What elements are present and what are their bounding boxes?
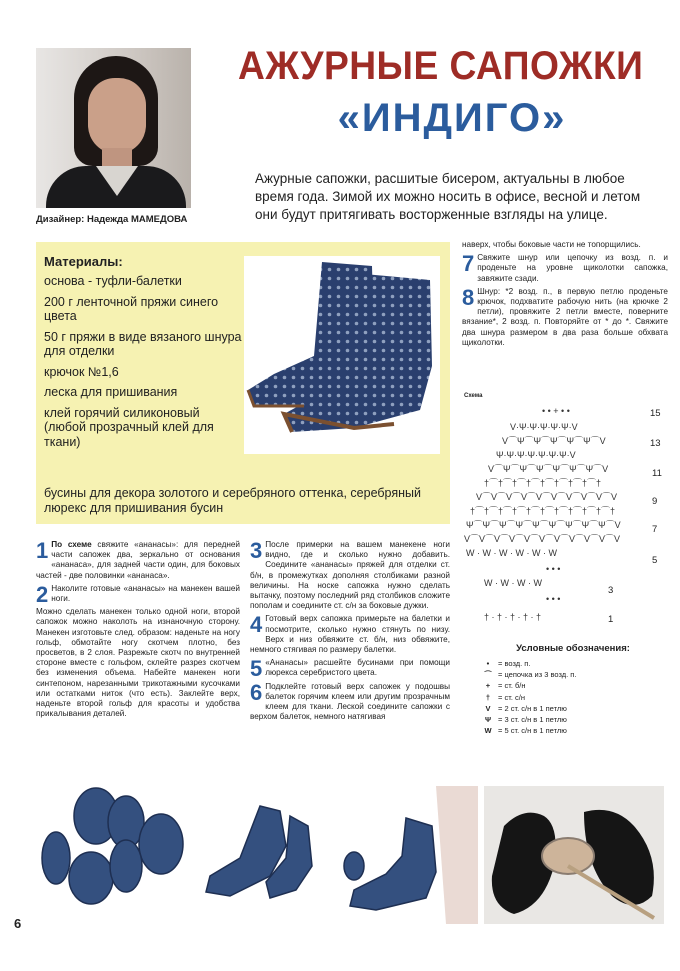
- svg-text:V⌒V⌒V⌒V⌒V⌒V⌒V⌒V⌒V⌒V⌒V: V⌒V⌒V⌒V⌒V⌒V⌒V⌒V⌒V⌒V⌒V: [464, 534, 621, 544]
- step-text: свяжите «ананасы»: для передней части сапожек два, зеркально от основания «ананаса», для задней части один, для боковых частей - две половинки «ананаса».: [36, 540, 240, 580]
- svg-text:†⌒†⌒†⌒†⌒†⌒†⌒†⌒†⌒†: †⌒†⌒†⌒†⌒†⌒†⌒†⌒†⌒†: [484, 478, 602, 488]
- svg-text:V⌒V⌒V⌒V⌒V⌒V⌒V⌒V⌒V⌒V: V⌒V⌒V⌒V⌒V⌒V⌒V⌒V⌒V⌒V: [476, 492, 618, 502]
- step-4: [250, 614, 450, 655]
- step-5: [250, 656, 450, 682]
- instructions-column-right: [462, 240, 668, 351]
- scheme-row-number: 15: [650, 408, 661, 419]
- svg-text:V⌒Ψ⌒Ψ⌒Ψ⌒Ψ⌒Ψ⌒V: V⌒Ψ⌒Ψ⌒Ψ⌒Ψ⌒Ψ⌒V: [502, 436, 606, 446]
- designer-photo: [36, 48, 191, 208]
- scheme-row-number: 3: [608, 585, 614, 596]
- process-photo-boot-form: [336, 786, 478, 924]
- legend-text: = 5 ст. с/н в 1 петлю: [498, 726, 567, 736]
- legend-row: [478, 703, 668, 714]
- legend: [478, 643, 668, 736]
- step-2: [36, 581, 240, 607]
- svg-text:Ψ⌒Ψ⌒Ψ⌒Ψ⌒Ψ⌒Ψ⌒Ψ⌒Ψ⌒Ψ⌒V: Ψ⌒Ψ⌒Ψ⌒Ψ⌒Ψ⌒Ψ⌒Ψ⌒Ψ⌒Ψ⌒V: [466, 520, 621, 530]
- materials-item: 50 г пряжи в виде вязаного шнура для отделки: [44, 329, 242, 358]
- scheme-row-number: 7: [652, 524, 658, 535]
- scheme-row-number: 5: [652, 555, 658, 566]
- step-number: 2: [36, 581, 49, 607]
- materials-item-beads: бусины для декора золотого и серебряного оттенка, серебряный люрекс для пришивания бусин: [44, 486, 422, 515]
- process-photo-assembly: [200, 786, 332, 924]
- step-1: [36, 540, 240, 581]
- legend-text: = ст. с/н: [498, 692, 525, 702]
- step-text: Подклейте готовый верх сапожек у подошвы балеток горячим клеем или другим прозрачным клеем для ткани. Леской соедините сапожки с верхом балеток, немного натягивая: [250, 681, 450, 722]
- instructions-column-middle: [250, 540, 450, 725]
- legend-heading: Условные обозначения:: [516, 643, 630, 654]
- step-text: Готовый верх сапожка примерьте на балетки и посмотрите, сколько нужно стянуть по низу. Верх и низ обвяжите ст. б/н, низ обвяжите, немного стягивая по размеру балетки.: [250, 614, 450, 655]
- step-2-details: Можно сделать манекен только одной ноги, второй сапожок можно наколоть на изнаночную сторону. Манекен изготовьте след. образом: наденьте на ногу гольф, обмотайте ногу скотчем плотно, без просветов, в 2 слоя. Разрежьте скотч по внутренней стороне вместе с гольфом, склейте разрез скотчем без изменения объема. Набейте манекен ноги синтепоном, нарезанными трикотажными кусочками или остатками ниток (что есть). Заклейте верх, наденьте второй гольф для красоты и удобства прикалывания деталей.: [36, 607, 240, 719]
- materials-item: крючок №1,6: [44, 364, 119, 379]
- svg-text:• • + • •: • • + • •: [542, 406, 570, 416]
- title-line-1: АЖУРНЫЕ САПОЖКИ: [238, 44, 644, 88]
- svg-text:Ψ·Ψ·Ψ·Ψ·Ψ·Ψ·Ψ·V: Ψ·Ψ·Ψ·Ψ·Ψ·Ψ·Ψ·V: [496, 450, 576, 460]
- step-6-continued: наверх, чтобы боковые части не топорщились.: [462, 240, 641, 249]
- legend-symbol: •: [486, 659, 490, 668]
- legend-text: = 2 ст. с/н в 1 петлю: [498, 703, 567, 713]
- legend-symbol: W: [484, 726, 492, 736]
- legend-text: = 3 ст. с/н в 1 петлю: [498, 715, 567, 725]
- legend-text: = возд. п.: [498, 659, 531, 668]
- materials-heading: Материалы:: [44, 254, 123, 269]
- svg-text:V·Ψ·Ψ·Ψ·Ψ·Ψ·V: V·Ψ·Ψ·Ψ·Ψ·Ψ·V: [510, 422, 578, 432]
- legend-symbol: Ψ: [484, 715, 492, 725]
- instructions-column-left: [36, 540, 240, 722]
- materials-item: клей горячий силиконовый (любой прозрачный клей для ткани): [44, 405, 214, 449]
- legend-row: [478, 714, 668, 725]
- boots-photo: [244, 256, 440, 454]
- scheme-row-number: 9: [652, 496, 658, 507]
- step-text: Шнур: *2 возд. п., в первую петлю проденьте крючок, подхватите рабочую нить (на крючке 2 петли), провяжите 2 петли вместе, поверните вязание*, 2 возд. п. Повторяйте от * до *. Свяжите два шнура размером в два раза больше обхвата щиколотки.: [462, 286, 668, 347]
- crochet-diagram: [462, 400, 668, 632]
- legend-symbol: ⌒: [484, 670, 492, 680]
- step-text: Наколите готовые «ананасы» на манекен вашей ноги.: [51, 583, 240, 604]
- legend-row: [478, 680, 668, 691]
- step-lead: По схеме: [51, 540, 92, 549]
- step-number: 1: [36, 538, 49, 563]
- legend-row: [478, 692, 668, 703]
- svg-text:V⌒Ψ⌒Ψ⌒Ψ⌒Ψ⌒Ψ⌒Ψ⌒V: V⌒Ψ⌒Ψ⌒Ψ⌒Ψ⌒Ψ⌒Ψ⌒V: [488, 464, 609, 474]
- legend-row: [478, 658, 668, 669]
- step-number: 3: [250, 538, 263, 563]
- step-number: 7: [462, 251, 475, 277]
- step-8: [462, 284, 668, 348]
- step-3: [250, 540, 450, 611]
- materials-item: основа - туфли-балетки: [44, 274, 182, 288]
- svg-text:W · W · W · W · W · W: W · W · W · W · W · W: [466, 548, 557, 558]
- scheme-label: Схема: [464, 393, 483, 399]
- legend-row: [478, 725, 668, 736]
- step-number: 8: [462, 284, 475, 310]
- process-photo-ballet-flats: [484, 786, 664, 924]
- designer-credit: Дизайнер: Надежда МАМЕДОВА: [36, 214, 188, 225]
- page-number: 6: [14, 916, 22, 931]
- scheme-row-number: 13: [650, 438, 661, 449]
- step-text: Свяжите шнур или цепочку из возд. п. и проденьте на уровне щиколотки сапожка, завяжите сзади.: [477, 253, 668, 283]
- step-number: 6: [250, 679, 263, 705]
- title-line-2: «ИНДИГО»: [337, 96, 567, 140]
- scheme-row-number: 1: [608, 614, 614, 625]
- legend-text: = цепочка из 3 возд. п.: [498, 670, 577, 680]
- scheme-row-number: 11: [652, 468, 662, 479]
- intro-text: Ажурные сапожки, расшитые бисером, актуальны в любое время года. Зимой их можно носить в офисе, весной и летом они будут притягивать восторженные взгляды на улице.: [255, 171, 641, 222]
- materials-item: леска для пришивания: [44, 385, 178, 399]
- svg-text:• • •: • • •: [546, 594, 561, 604]
- step-number: 4: [250, 612, 263, 638]
- svg-text:† · † · † · † · †: † · † · † · † · †: [484, 612, 542, 622]
- step-7: [462, 253, 668, 284]
- legend-text: = ст. б/н: [498, 681, 526, 691]
- step-text: «Ананасы» расшейте бусинами при помощи люрекса серебристого цвета.: [265, 658, 450, 678]
- process-photo-pineapples: [36, 786, 196, 924]
- step-6: [250, 679, 450, 723]
- legend-row: [478, 669, 668, 680]
- legend-symbol: †: [485, 692, 491, 702]
- svg-text:• • •: • • •: [546, 564, 561, 574]
- legend-symbol: +: [485, 681, 491, 691]
- legend-symbol: V: [485, 703, 491, 713]
- materials-list: [44, 274, 244, 455]
- step-text: После примерки на вашем манекене ноги видно, где и сколько нужно добавить. Соедините «ананасы» пряжей для отделки ст. б/н, в промежутках дополняя столбиками разной величины. На носке сапожка нужно сделать вытачку, поэтому последний ряд столбиков сложите пополам и соедините ст. с/н за боковые дужки.: [250, 540, 450, 611]
- svg-text:W · W · W · W: W · W · W · W: [484, 578, 542, 588]
- step-number: 5: [250, 656, 263, 682]
- svg-text:†⌒†⌒†⌒†⌒†⌒†⌒†⌒†⌒†⌒†⌒†: †⌒†⌒†⌒†⌒†⌒†⌒†⌒†⌒†⌒†⌒†: [470, 506, 616, 516]
- materials-item: 200 г ленточной пряжи синего цвета: [44, 294, 219, 323]
